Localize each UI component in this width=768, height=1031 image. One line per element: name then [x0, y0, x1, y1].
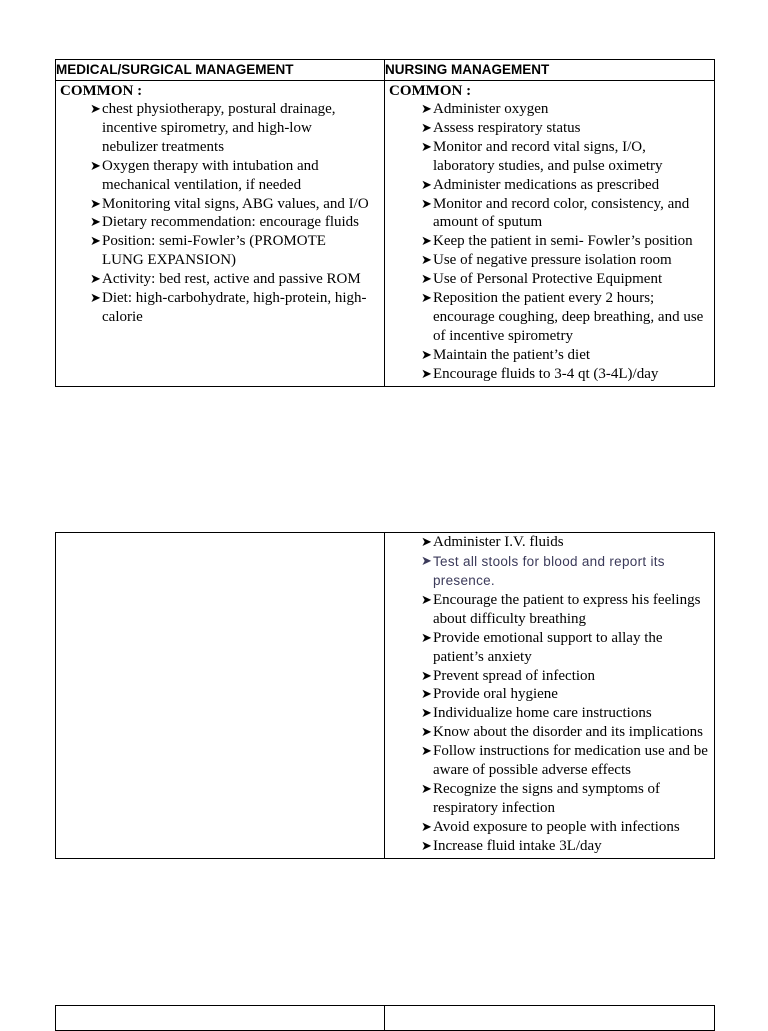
list-item — [90, 100, 370, 157]
list-item-text: Recognize the signs and symptoms of respiratory infection — [433, 780, 661, 816]
list-item-text: Dietary recommendation: encourage fluids — [102, 214, 359, 231]
arrowhead-bullet-icon: ➤ — [90, 271, 101, 287]
arrowhead-bullet-icon: ➤ — [90, 101, 101, 116]
medical-surgical-cell — [56, 81, 385, 387]
list-item — [90, 195, 370, 214]
nursing-cell — [385, 533, 715, 859]
management-table-3 — [55, 1005, 715, 1031]
list-item — [421, 837, 708, 856]
list-item — [421, 270, 708, 289]
arrowhead-bullet-icon: ➤ — [421, 591, 432, 607]
arrowhead-bullet-icon: ➤ — [421, 233, 432, 249]
list-item — [421, 251, 708, 270]
list-item-text: chest physiotherapy, postural drainage, incentive spirometry, and high-low nebulizer treatments — [102, 101, 336, 155]
list-item-text: Keep the patient in semi- Fowler’s position — [433, 233, 693, 250]
arrowhead-bullet-icon: ➤ — [421, 119, 432, 135]
list-item-text: Oxygen therapy with intubation and mechanical ventilation, if needed — [102, 157, 319, 193]
arrowhead-bullet-icon: ➤ — [90, 233, 101, 249]
arrowhead-bullet-icon: ➤ — [421, 818, 432, 834]
list-item — [421, 685, 708, 704]
list-item — [421, 629, 708, 667]
list-item — [90, 270, 370, 289]
list-item-text: Use of negative pressure isolation room — [433, 252, 672, 269]
list-item — [90, 232, 370, 270]
list-item — [421, 742, 708, 780]
list-item-text: Know about the disorder and its implications — [433, 724, 703, 741]
list-item-text: Increase fluid intake 3L/day — [433, 837, 602, 854]
list-item — [421, 100, 708, 119]
list-item-text: Administer oxygen — [433, 101, 549, 117]
section-label-common: COMMON : — [389, 83, 472, 99]
nursing-list — [421, 533, 708, 856]
arrowhead-bullet-icon: ➤ — [421, 705, 432, 721]
list-item-text: Encourage the patient to express his feelings about difficulty breathing — [433, 591, 701, 627]
list-item-text: Diet: high-carbohydrate, high-protein, high-calorie — [102, 290, 367, 325]
medical-surgical-cell-empty — [56, 533, 385, 859]
table-body-row — [56, 81, 715, 387]
arrowhead-bullet-icon: ➤ — [421, 176, 432, 192]
list-item — [421, 818, 708, 837]
table-body-row — [56, 533, 715, 859]
list-item — [421, 195, 708, 233]
arrowhead-bullet-icon: ➤ — [421, 534, 432, 549]
table-body-row — [56, 1006, 715, 1031]
list-item-text: Maintain the patient’s diet — [433, 346, 591, 363]
list-item — [421, 780, 708, 818]
list-item-text: Provide oral hygiene — [433, 686, 558, 703]
medical-surgical-list — [90, 100, 370, 327]
list-item — [421, 138, 708, 176]
nursing-header: NURSING MANAGEMENT — [385, 60, 715, 81]
arrowhead-bullet-icon: ➤ — [90, 195, 101, 211]
nursing-cell-empty — [385, 1006, 715, 1031]
list-item-text: Test all stools for blood and report its presence. — [433, 553, 665, 589]
arrowhead-bullet-icon: ➤ — [421, 780, 432, 796]
nursing-cell — [385, 81, 715, 387]
list-item — [90, 157, 370, 195]
list-item — [421, 591, 708, 629]
list-item-text: Monitor and record color, consistency, and amount of sputum — [433, 195, 690, 231]
management-table-1 — [55, 59, 715, 387]
list-item-text: Position: semi-Fowler’s (PROMOTE LUNG EXPANSION) — [102, 233, 326, 269]
arrowhead-bullet-icon: ➤ — [421, 629, 432, 645]
arrowhead-bullet-icon: ➤ — [421, 195, 432, 211]
list-item — [421, 723, 708, 742]
list-item-text: Monitoring vital signs, ABG values, and I/O — [102, 195, 369, 212]
arrowhead-bullet-icon: ➤ — [421, 101, 432, 116]
list-item — [421, 704, 708, 723]
list-item-text: Activity: bed rest, active and passive ROM — [102, 271, 361, 288]
list-item — [421, 365, 708, 384]
list-item-text: Reposition the patient every 2 hours; encourage coughing, deep breathing, and use of incentive spirometry — [433, 290, 704, 344]
arrowhead-bullet-icon: ➤ — [421, 686, 432, 702]
management-table-2 — [55, 532, 715, 859]
list-item-text: Prevent spread of infection — [433, 667, 596, 684]
list-item-text: Administer medications as prescribed — [433, 176, 660, 193]
arrowhead-bullet-icon: ➤ — [421, 346, 432, 362]
arrowhead-bullet-icon: ➤ — [421, 365, 432, 381]
arrowhead-bullet-icon: ➤ — [90, 290, 101, 306]
list-item-text: Follow instructions for medication use and be aware of possible adverse effects — [433, 743, 708, 779]
list-item — [421, 667, 708, 686]
arrowhead-bullet-icon: ➤ — [90, 157, 101, 173]
arrowhead-bullet-icon: ➤ — [421, 667, 432, 683]
list-item-text: Administer I.V. fluids — [433, 534, 564, 550]
arrowhead-bullet-icon: ➤ — [421, 724, 432, 740]
list-item — [421, 289, 708, 346]
list-item-text: Encourage fluids to 3-4 qt (3-4L)/day — [433, 365, 659, 382]
list-item-text: Individualize home care instructions — [433, 705, 652, 722]
arrowhead-bullet-icon: ➤ — [90, 214, 101, 230]
arrowhead-bullet-icon: ➤ — [421, 252, 432, 268]
arrowhead-bullet-icon: ➤ — [421, 743, 432, 759]
list-item — [90, 213, 370, 232]
arrowhead-bullet-icon: ➤ — [421, 837, 432, 853]
list-item-text: Use of Personal Protective Equipment — [433, 271, 663, 288]
list-item-text: Provide emotional support to allay the patient’s anxiety — [433, 629, 663, 665]
list-item — [421, 533, 708, 552]
list-item — [421, 176, 708, 195]
list-item — [421, 232, 708, 251]
arrowhead-bullet-icon: ➤ — [421, 290, 432, 306]
list-item — [421, 119, 708, 138]
arrowhead-bullet-icon: ➤ — [421, 552, 433, 568]
nursing-list — [421, 100, 708, 384]
arrowhead-bullet-icon: ➤ — [421, 138, 432, 154]
list-item — [421, 346, 708, 365]
list-item — [421, 552, 708, 591]
list-item-text: Monitor and record vital signs, I/O, laboratory studies, and pulse oximetry — [433, 138, 663, 174]
list-item — [90, 289, 370, 327]
medical-surgical-cell-empty — [56, 1006, 385, 1031]
arrowhead-bullet-icon: ➤ — [421, 271, 432, 287]
list-item-text: Assess respiratory status — [433, 119, 581, 136]
table-header-row — [56, 60, 715, 81]
section-label-common: COMMON : — [60, 83, 143, 99]
medical-surgical-header: MEDICAL/SURGICAL MANAGEMENT — [56, 60, 385, 81]
list-item-text: Avoid exposure to people with infections — [433, 818, 680, 835]
